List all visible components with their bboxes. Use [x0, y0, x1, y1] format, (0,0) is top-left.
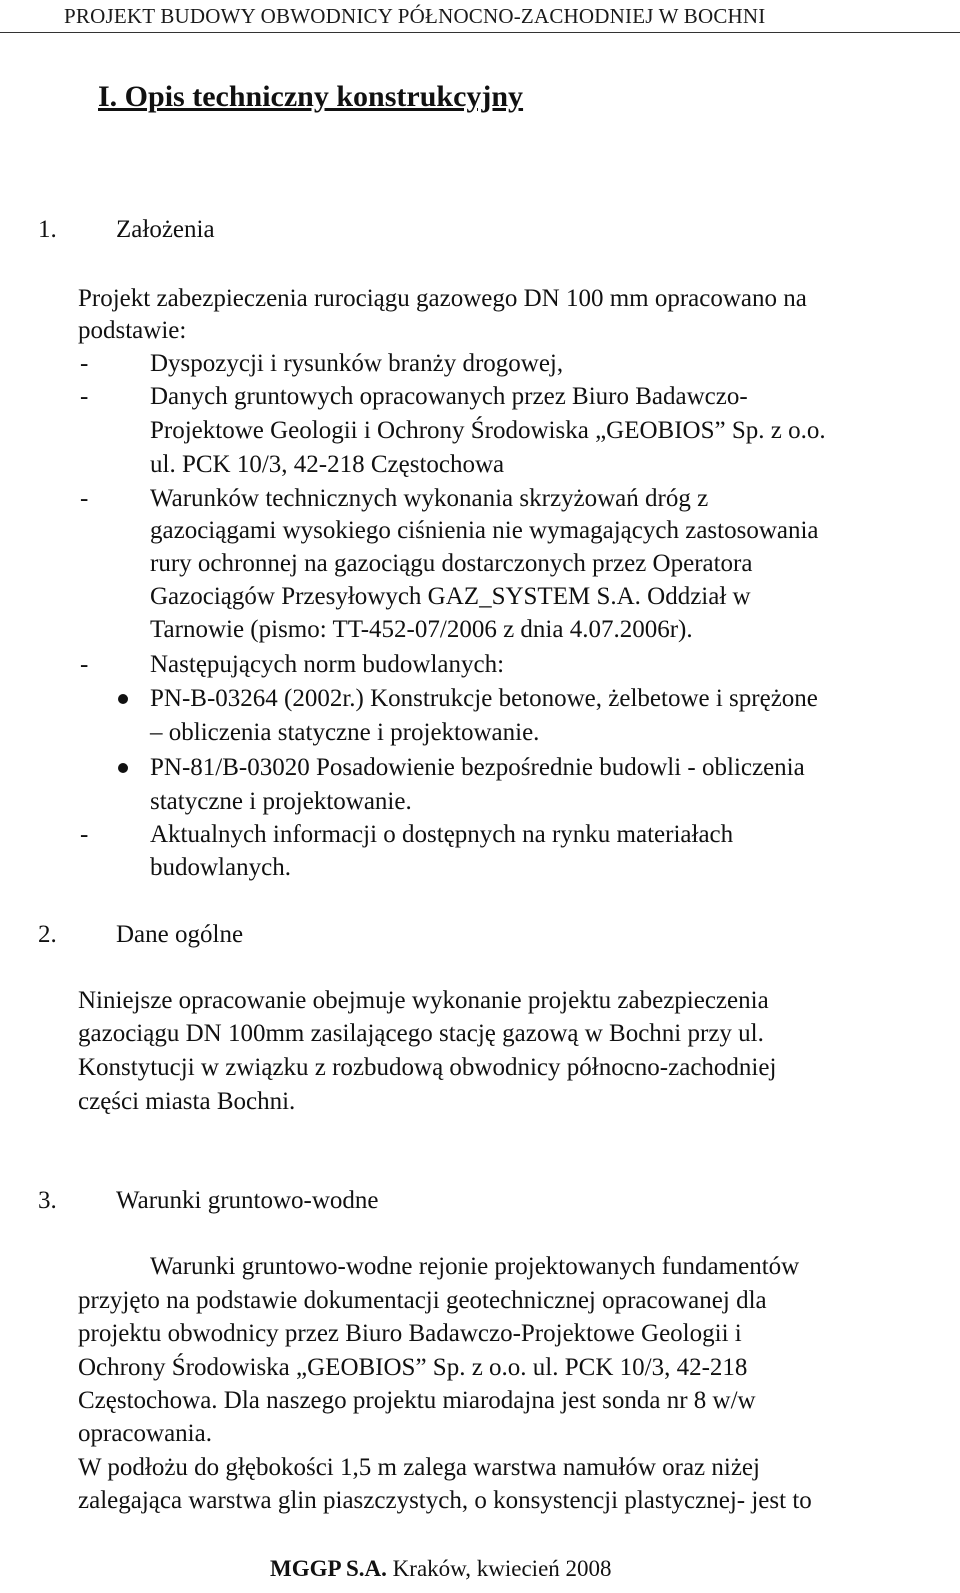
section-number: 2. [38, 921, 57, 948]
page-footer [270, 1556, 612, 1582]
bullet-item-line: – obliczenia statyczne i projektowanie. [150, 719, 540, 746]
paragraph-line: podstawie: [78, 317, 187, 344]
section-title: Dane ogólne [116, 921, 244, 948]
list-dash: - [80, 821, 89, 848]
list-item-line: budowlanych. [150, 854, 291, 881]
paragraph-line: gazociągu DN 100mm zasilającego stację gazową w Bochni przy ul. [78, 1020, 764, 1047]
paragraph-line: Projekt zabezpieczenia rurociągu gazowego DN 100 mm opracowano na [78, 285, 807, 312]
list-item-line: rury ochronnej na gazociągu dostarczonych przez Operatora [150, 550, 753, 577]
bullet-icon [118, 763, 128, 773]
bullet-item-line: statyczne i projektowanie. [150, 788, 412, 815]
list-item-line: Następujących norm budowlanych: [150, 651, 505, 678]
list-item-line: Gazociągów Przesyłowych GAZ_SYSTEM S.A. Oddział w [150, 583, 751, 610]
paragraph-line: części miasta Bochni. [78, 1088, 296, 1115]
list-item-line: gazociągami wysokiego ciśnienia nie wymagających zastosowania [150, 517, 819, 544]
bullet-icon [118, 694, 128, 704]
paragraph-line: W podłożu do głębokości 1,5 m zalega warstwa namułów oraz niżej [78, 1454, 760, 1481]
list-item-line: Dyspozycji i rysunków branży drogowej, [150, 350, 564, 377]
list-item-line: Projektowe Geologii i Ochrony Środowiska „GEOBIOS” Sp. z o.o. [150, 417, 826, 444]
list-item-line: Aktualnych informacji o dostępnych na rynku materiałach [150, 821, 734, 848]
footer-place-date: Kraków, kwiecień 2008 [386, 1556, 612, 1581]
list-dash: - [80, 651, 89, 678]
list-dash: - [80, 485, 89, 512]
section-number: 3. [38, 1187, 57, 1214]
document-title: I. Opis techniczny konstrukcyjny [98, 80, 524, 113]
bullet-item-line: PN-81/B-03020 Posadowienie bezpośrednie budowli - obliczenia [150, 754, 805, 781]
header-rule [0, 32, 960, 33]
bullet-item-line: PN-B-03264 (2002r.) Konstrukcje betonowe, żelbetowe i sprężone [150, 685, 818, 712]
paragraph-line: projektu obwodnicy przez Biuro Badawczo-Projektowe Geologii i [78, 1320, 742, 1347]
section-title: Warunki gruntowo-wodne [116, 1187, 379, 1214]
paragraph-line: przyjęto na podstawie dokumentacji geotechnicznej opracowanej dla [78, 1287, 767, 1314]
paragraph-line: opracowania. [78, 1420, 212, 1447]
paragraph-line: Konstytucji w związku z rozbudową obwodnicy północno-zachodniej [78, 1054, 777, 1081]
list-item-line: Warunków technicznych wykonania skrzyżowań dróg z [150, 485, 709, 512]
list-dash: - [80, 383, 89, 410]
paragraph-line: Warunki gruntowo-wodne rejonie projektowanych fundamentów [150, 1253, 800, 1280]
list-dash: - [80, 350, 89, 377]
paragraph-line: Ochrony Środowiska „GEOBIOS” Sp. z o.o. ul. PCK 10/3, 42-218 [78, 1354, 748, 1381]
list-item-line: ul. PCK 10/3, 42-218 Częstochowa [150, 451, 505, 478]
section-title: Założenia [116, 216, 215, 243]
list-item-line: Danych gruntowych opracowanych przez Biuro Badawczo- [150, 383, 748, 410]
list-item-line: Tarnowie (pismo: TT-452-07/2006 z dnia 4.07.2006r). [150, 616, 693, 643]
paragraph-line: Częstochowa. Dla naszego projektu miarodajna jest sonda nr 8 w/w [78, 1387, 756, 1414]
footer-company: MGGP S.A. [270, 1556, 387, 1581]
section-number: 1. [38, 216, 57, 243]
paragraph-line: zalegająca warstwa glin piaszczystych, o konsystencji plastycznej- jest to [78, 1487, 812, 1514]
running-header: PROJEKT BUDOWY OBWODNICY PÓŁNOCNO-ZACHODNIEJ W BOCHNI [64, 4, 766, 28]
paragraph-line: Niniejsze opracowanie obejmuje wykonanie projektu zabezpieczenia [78, 987, 769, 1014]
